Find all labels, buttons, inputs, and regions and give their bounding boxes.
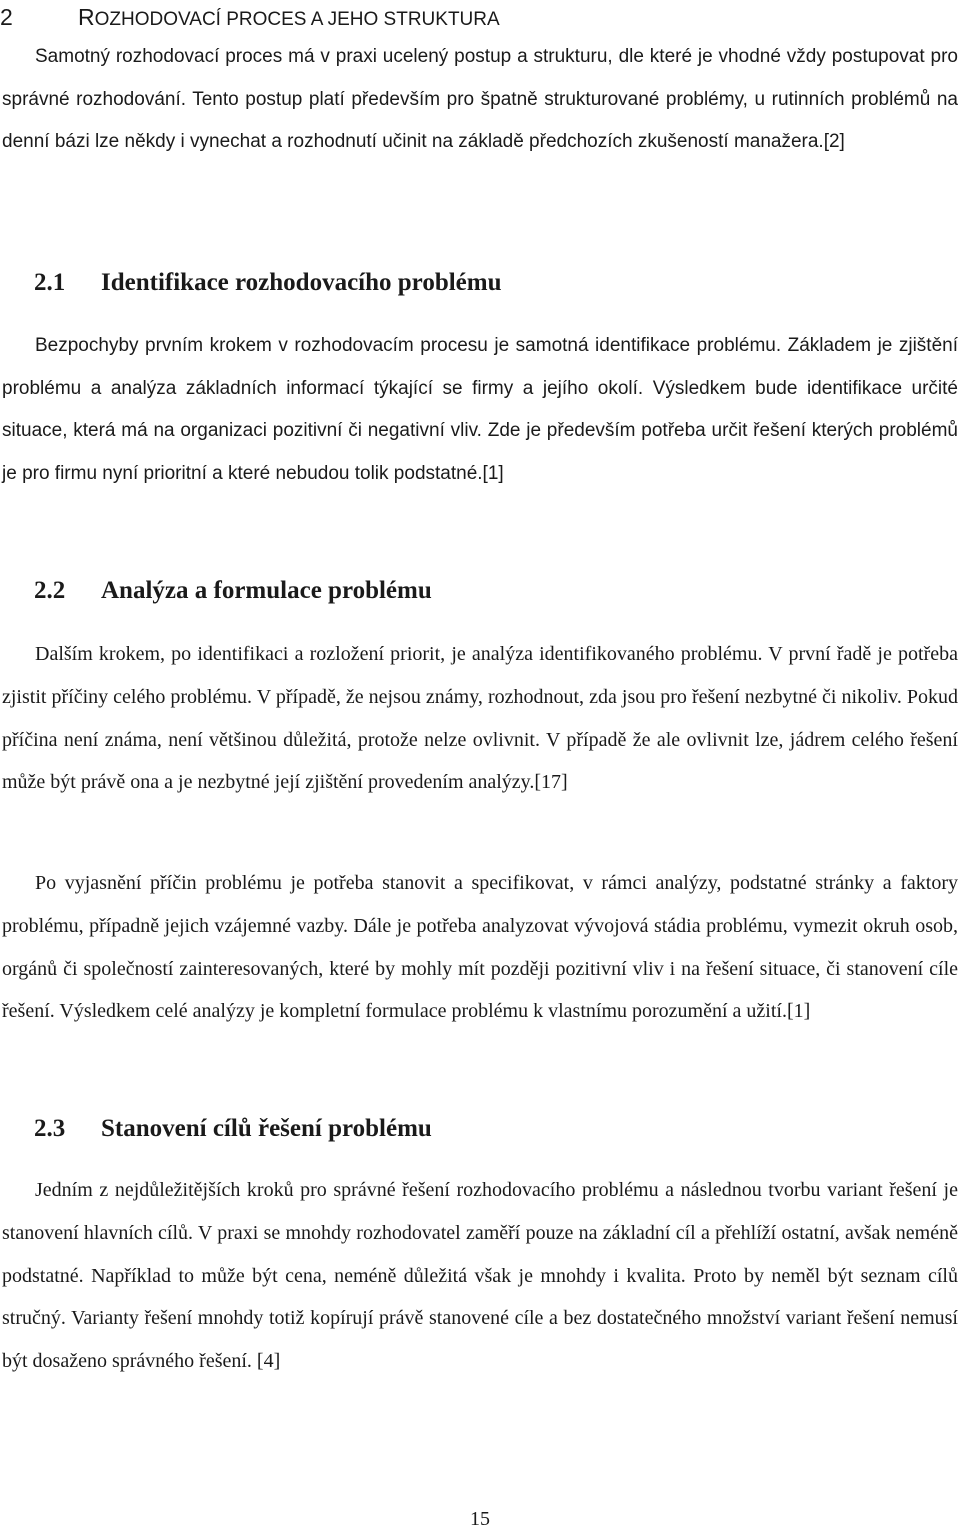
section-2-2-paragraph-2: Po vyjasnění příčin problému je potřeba stanovit a specifikovat, v rámci analýzy, podstatné stránky a faktory problému, případně jejich vzájemné vazby. Dále je potřeba analyzovat vývojová stádia problému, vymezit okruh osob, orgánů či společností zainteresovaných, které by mohly mít později pozitivní vliv i na řešení situace, či stanovení cíle řešení. Výsledkem celé analýzy je kompletní formulace problému k vlastnímu porozumění a užití.[1]	[2, 872, 958, 1023]
section-heading-2-2	[34, 574, 432, 608]
section-heading-2-3	[34, 1112, 432, 1146]
chapter-title-rest: OZHODOVACÍ PROCES A JEHO STRUKTURA	[94, 9, 500, 30]
section-2-1-paragraph-1: Bezpochyby prvním krokem v rozhodovacím procesu je samotná identifikace problému. Základem je zjištění problému a analýza základních informací týkající se firmy a jejího okolí. Výsledkem bude identifikace určité situace, která má na organizaci pozitivní či negativní vliv. Zde je především potřeba určit řešení kterých problémů je pro firmu nyní prioritní a které nebudou tolik podstatné.[1]	[2, 335, 958, 484]
chapter-title-initial: R	[78, 4, 95, 30]
page-number: 15	[470, 1508, 490, 1530]
section-title: Identifikace rozhodovacího problému	[101, 269, 502, 296]
section-title: Stanovení cílů řešení problému	[101, 1115, 432, 1142]
section-2-2-paragraph-1: Dalším krokem, po identifikaci a rozložení priorit, je analýza identifikovaného problému. V první řadě je potřeba zjistit příčiny celého problému. V případě, že nejsou známy, rozhodnout, zda jsou pro řešení nezbytné či nikoliv. Pokud příčina není známa, není většinou důležitá, protože nelze ovlivnit. V případě že ale ovlivnit lze, jádrem celého řešení může být právě ona a je nezbytné její zjištění provedením analýzy.[17]	[2, 643, 958, 794]
section-number: 2.1	[34, 269, 66, 296]
chapter-heading	[0, 0, 500, 37]
section-number: 2.3	[34, 1115, 66, 1142]
intro-paragraph: Samotný rozhodovací proces má v praxi ucelený postup a strukturu, dle které je vhodné vždy postupovat pro správné rozhodování. Tento postup platí především pro špatně strukturované problémy, u rutinních problémů na denní bázi lze někdy i vynechat a rozhodnutí učinit na základě předchozích zkušeností manažera.[2]	[2, 46, 958, 153]
section-number: 2.2	[34, 577, 66, 604]
section-2-3-paragraph-1: Jedním z nejdůležitějších kroků pro správné řešení rozhodovacího problému a následnou tvorbu variant řešení je stanovení hlavních cílů. V praxi se mnohdy rozhodovatel zaměří pouze na základní cíl a přehlíží ostatní, avšak neméně podstatné. Například to může být cena, neméně důležitá však je mnohdy i kvalita. Proto by neměl být seznam cílů stručný. Varianty řešení mnohdy totiž kopírují právě stanovené cíle a bez dostatečného množství variant řešení nemusí být dosaženo správného řešení. [4]	[2, 1179, 958, 1373]
chapter-number: 2	[0, 4, 13, 30]
section-heading-2-1	[34, 266, 502, 300]
section-title: Analýza a formulace problému	[101, 577, 432, 604]
